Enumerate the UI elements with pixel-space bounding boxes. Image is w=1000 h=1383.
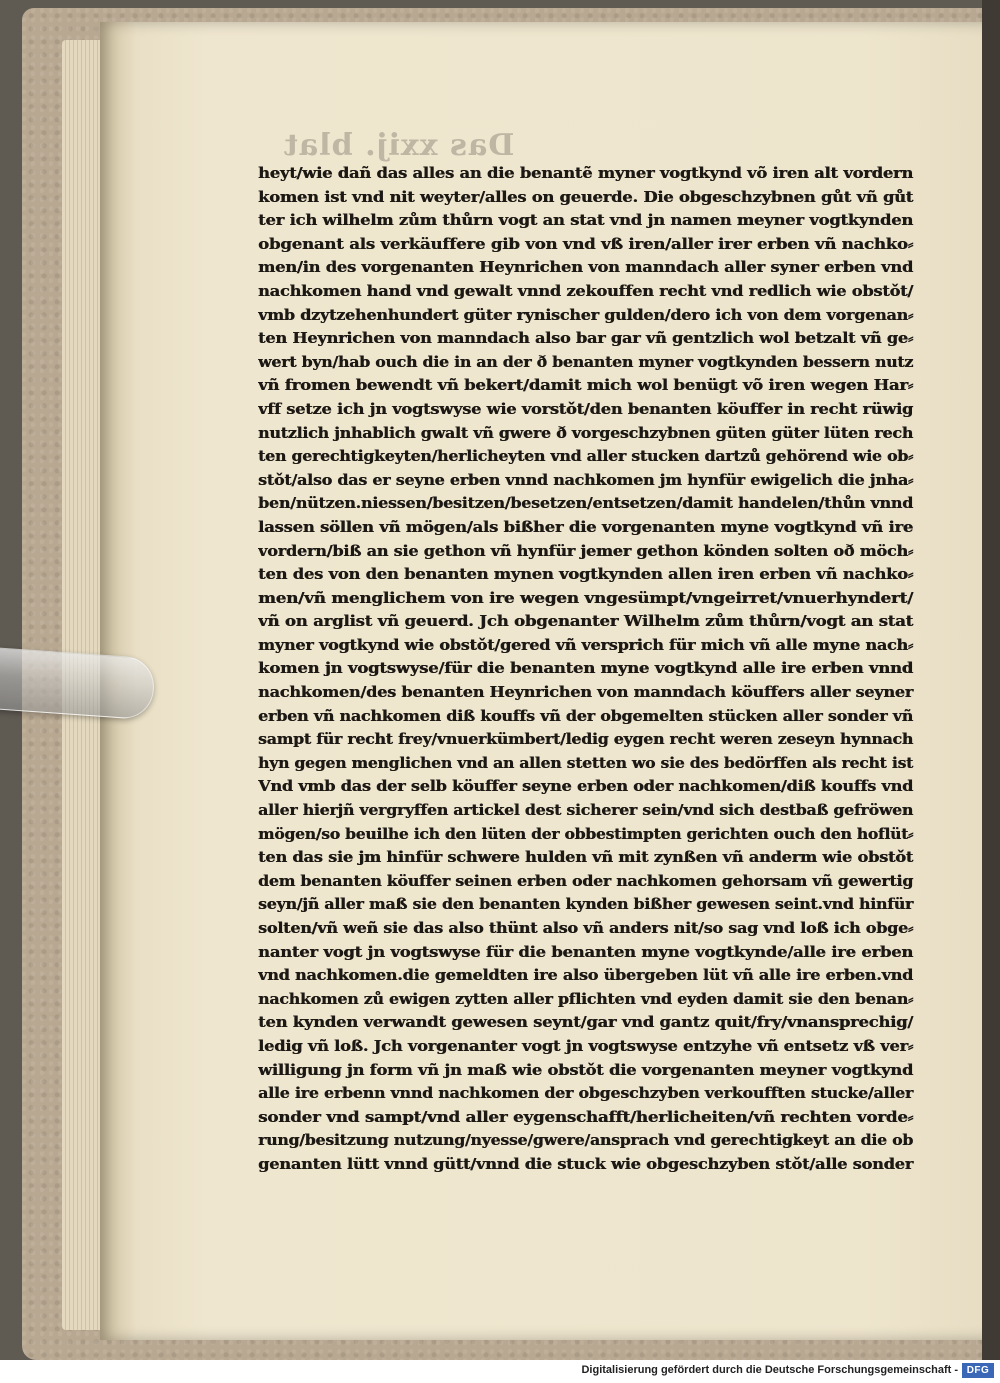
text-line: obgenant als verkäuffere gib von vnd vß iren/aller irer erben vñ nachko⸗ (258, 234, 913, 253)
text-line: ten des von den benanten mynen vogtkynden allen iren erben vñ nachko⸗ (258, 565, 913, 584)
bleed-through-running-head: Das xxij. blat (283, 128, 515, 163)
text-line: komen jn vogtswyse/für die benanten myne vogtkynd alle ire erben vnnd (258, 659, 913, 678)
right-edge (982, 0, 1000, 1360)
footer-credit: Digitalisierung gefördert durch die Deutsche Forschungsgemeinschaft - (581, 1364, 958, 1376)
text-line: willigung jn form vñ jn maß wie obstǒt die vorgenanten meyner vogtkynd (258, 1060, 913, 1079)
text-line: wert byn/hab ouch die in an der ð benanten myner vogtkynden bessern nutz (258, 352, 913, 371)
text-line: nanter vogt jn vogtswyse für die benanten myne vogtkynde/alle ire erben (258, 942, 913, 961)
text-line: lassen söllen vñ mögen/als bißher die vorgenanten myne vogtkynd vñ ire (258, 517, 913, 536)
text-line: ter ich wilhelm zům thůrn vogt an stat vnd jn namen meyner vogtkynden (258, 211, 913, 230)
text-line: ten Heynrichen von manndach also bar gar vñ gentzlich wol betzalt vñ ge⸗ (258, 329, 913, 348)
text-line: nachkomen hand vnd gewalt vnnd zekouffen recht vnd redlich wie obstǒt/ (258, 281, 913, 300)
text-block (258, 162, 918, 1177)
text-line: alle ire erbenn vnnd nachkomen der obgeschzyben verkoufften stucke/aller (258, 1084, 913, 1103)
text-line: nachkomen zů ewigen zytten aller pflichten vnd eyden damit sie den benan⸗ (258, 989, 913, 1008)
text-line: heyt/wie dañ das alles an die benantẽ myner vogtkynd võ iren alt vordern (258, 164, 913, 182)
text-line: vff setze ich jn vogtswyse wie vorstǒt/den benanten köuffer in recht rüwig (258, 399, 913, 418)
text-line: ten das sie jm hinfür schwere hulden vñ mit zynßen vñ anderm wie obstǒt (258, 848, 913, 867)
text-line: dem benanten köuffer seinen erben oder nachkomen gehorsam vñ gewertig (258, 871, 913, 890)
glass-page-weight (0, 646, 156, 721)
dfg-logo: DFG (962, 1363, 994, 1378)
text-line: aller hierjñ vergryffen artickel dest sicherer sein/vnd sich destbaß gefröwen (258, 801, 913, 820)
text-line: sampt für recht frey/vnuerkümbert/ledig eygen recht weren zeseyn hynnach (258, 730, 913, 749)
text-line: genanten lütt vnnd gütt/vnnd die stuck wie obgeschzyben stǒt/alle sonder (258, 1154, 913, 1173)
text-line: Vnd vmb das der selb köuffer seyne erben oder nachkomen/diß kouffs vnd (258, 777, 913, 796)
text-line: vnd nachkomen.die gemeldten ire also übergeben lüt vñ alle ire erben.vnd (258, 966, 913, 985)
text-line: men/vñ menglichem von ire wegen vngesümpt/vngeirret/vnuerhyndert/ (258, 588, 913, 607)
text-line: myner vogtkynd wie obstǒt/gered vñ versprich für mich vñ alle myne nach⸗ (258, 635, 913, 654)
text-line: erben vñ nachkomen diß kouffs vñ der obgemelten stücken aller sonder vñ (258, 706, 913, 725)
text-line: nachkomen/des benanten Heynrichen von manndach köuffers aller seyner (258, 683, 913, 702)
text-line: ledig vñ loß. Jch vorgenanter vogt jn vogtswyse entzyhe vñ entsetz vß ver⸗ (258, 1036, 913, 1055)
text-line: ten kynden verwandt gewesen seynt/gar vnd gantz quit/fry/vnansprechig/ (258, 1013, 913, 1032)
text-line: sonder vnd sampt/vnd aller eygenschafft/herlicheiten/vñ rechten vorde⸗ (258, 1107, 913, 1126)
text-line: komen ist vnd nit weyter/alles on geuerde. Die obgeschzybnen gůt vñ gůt (258, 187, 914, 206)
text-line: seyn/jñ aller maß sie den benanten kynden bißher gewesen seint.vnd hinfür (258, 895, 913, 914)
text-line: solten/vñ weñ sie das also thünt also vñ anders nit/so sag vnd loß ich obge⸗ (258, 919, 913, 937)
text-line: vmb dzytzehenhundert güter rynischer gulden/dero ich von dem vorgenan⸗ (258, 305, 913, 324)
footer-bar (0, 1360, 1000, 1383)
text-line: mögen/so beuilhe ich den lüten der obbestimpten gerichten ouch den hoflüt⸗ (258, 824, 913, 843)
text-line: nutzlich jnhablich gwalt vñ gwere ð vorgeschzybnen güten güter lüten rech (258, 423, 913, 442)
text-line: men/in des vorgenanten Heynrichen von manndach aller syner erben vnd (258, 258, 913, 277)
text-line: ten gerechtigkeyten/herlicheyten vnd aller stucken dartzů gehörend wie ob⸗ (258, 447, 913, 466)
text-line: vordern/biß an sie gethon vñ hynfür jemer gethon könden solten oð möch⸗ (258, 541, 913, 560)
text-line: vñ on arglist vñ geuerd. Jch obgenanter Wilhelm zům thůrn/vogt an stat (258, 612, 913, 631)
text-line: hyn gegen menglichen vnd an allen stetten wo sie des bedörffen als recht ist (258, 753, 914, 772)
text-line: stǒt/also das er seyne erben vnnd nachkomen jm hynfür ewigelich die jnha⸗ (258, 470, 913, 489)
text-line: ben/nützen.niessen/besitzen/besetzen/entsetzen/damit handelen/thůn vnnd (258, 494, 914, 513)
text-line: vñ fromen bewendt vñ bekert/damit mich wol benügt võ iren wegen Har⸗ (258, 376, 913, 395)
text-line: rung/besitzung nutzung/nyesse/gwere/ansprach vnd gerechtigkeyt an die ob (258, 1131, 913, 1150)
